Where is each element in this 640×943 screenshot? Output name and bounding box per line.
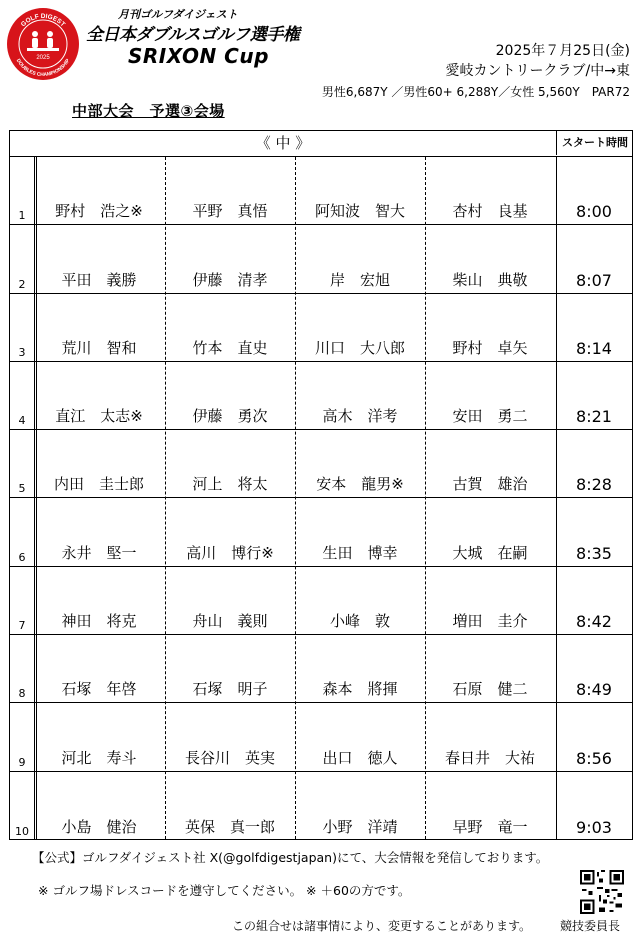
player-name: 森本 將揮	[322, 680, 398, 699]
table-row	[10, 430, 632, 498]
player-name: 柴山 典敬	[452, 270, 528, 289]
player-name: 直江 太志※	[55, 407, 143, 426]
time-header: スタート時間	[556, 131, 633, 155]
player-name: 内田 圭士郎	[53, 475, 144, 494]
player-name: 石塚 明子	[192, 680, 268, 699]
qr-code-icon	[580, 870, 624, 914]
logo-ring-bottom-text: DOUBLES CHAMPIONSHIP	[14, 57, 72, 79]
sponsor-name: SRIXON	[128, 44, 217, 68]
player-name: 高木 洋考	[322, 407, 398, 426]
start-time: 8:56	[576, 748, 612, 768]
championship-title: 全日本ダブルスゴルフ選手権	[86, 25, 300, 45]
player-name: 野村 卓矢	[452, 338, 528, 357]
official-info-note: 【公式】ゴルフダイジェスト社 X(@golfdigestjapan)にて、大会情報を発信しております。	[32, 850, 549, 865]
player-name: 平野 真悟	[192, 202, 268, 221]
group-number: 6	[18, 550, 26, 564]
pairings-table	[9, 130, 633, 840]
group-number: 5	[18, 482, 26, 496]
player-name: 岸 宏旭	[329, 270, 390, 289]
player-name: 野村 浩之※	[55, 202, 143, 221]
start-time: 8:28	[576, 475, 612, 495]
group-number: 7	[18, 619, 26, 633]
start-time: 8:14	[576, 338, 612, 358]
player-name: 河上 将太	[192, 475, 268, 494]
player-name: 小峰 敦	[329, 612, 390, 631]
player-name: 出口 徳人	[322, 748, 398, 767]
group-number: 1	[18, 209, 26, 223]
start-time: 8:07	[576, 270, 612, 290]
player-name: 早野 竜一	[452, 817, 528, 836]
sponsor-cup-title	[128, 44, 269, 68]
player-name: 増田 圭介	[452, 612, 528, 631]
group-number: 10	[15, 824, 29, 838]
player-name: 神田 将克	[61, 612, 137, 631]
player-name: 石塚 年啓	[61, 680, 137, 699]
player-name: 永井 堅一	[61, 543, 137, 562]
player-name: 伊藤 清孝	[192, 270, 268, 289]
group-number: 4	[18, 414, 26, 428]
player-name: 伊藤 勇次	[192, 407, 268, 426]
player-divider	[425, 157, 426, 839]
start-time: 8:21	[576, 407, 612, 427]
player-name: 阿知波 智大	[314, 202, 405, 221]
course-name: 愛岐カントリークラブ/中→東	[445, 63, 630, 79]
player-name: 平田 義勝	[61, 270, 137, 289]
player-divider	[165, 157, 166, 839]
group-number: 3	[18, 345, 26, 359]
logo-ring-top-text: GOLF DIGEST	[19, 12, 67, 29]
player-name: 英保 真一郎	[184, 817, 275, 836]
start-time: 8:42	[576, 612, 612, 632]
time-divider	[556, 157, 557, 839]
player-name: 生田 博幸	[322, 543, 398, 562]
disclaimer-note: この組合せは諸事情により、変更することがあります。	[232, 919, 532, 933]
table-row	[10, 567, 632, 635]
dress-code-note: ※ ゴルフ場ドレスコードを遵守してください。 ※ ＋60の方です。	[38, 883, 411, 898]
cup-label: Cup	[224, 44, 269, 68]
group-number: 9	[18, 755, 26, 769]
event-date: 2025年７月25日(金)	[495, 43, 630, 59]
player-name: 竹本 直史	[192, 338, 268, 357]
start-time: 8:35	[576, 543, 612, 563]
player-name: 高川 博行※	[186, 543, 274, 562]
group-number: 2	[18, 277, 26, 291]
player-name: 川口 大八郎	[314, 338, 405, 357]
magazine-name: 月刊ゴルフダイジェスト	[118, 8, 238, 21]
tournament-logo	[5, 6, 81, 82]
venue-title: 中部大会 予選③会場	[72, 102, 225, 120]
table-row	[10, 294, 632, 362]
player-name: 杏村 良基	[452, 202, 528, 221]
start-time: 8:00	[576, 202, 612, 222]
table-row	[10, 362, 632, 430]
logo-year: 2025	[36, 55, 50, 61]
player-name: 長谷川 英実	[184, 748, 275, 767]
number-divider	[34, 157, 37, 839]
group-number: 8	[18, 687, 26, 701]
player-name: 河北 寿斗	[61, 748, 137, 767]
start-time: 8:49	[576, 680, 612, 700]
committee-label: 競技委員長	[560, 919, 621, 933]
table-row	[10, 499, 632, 567]
player-name: 春日井 大祐	[444, 748, 535, 767]
table-row	[10, 772, 632, 840]
player-name: 小島 健治	[61, 817, 137, 836]
table-header	[10, 131, 632, 157]
player-name: 荒川 智和	[61, 338, 137, 357]
player-name: 古賀 雄治	[452, 475, 528, 494]
table-row	[10, 225, 632, 293]
player-name: 大城 在嗣	[452, 543, 528, 562]
table-row	[10, 157, 632, 225]
player-name: 石原 健二	[452, 680, 528, 699]
player-name: 小野 洋靖	[322, 817, 398, 836]
table-row	[10, 703, 632, 771]
player-name: 舟山 義則	[192, 612, 268, 631]
player-name: 安田 勇二	[452, 407, 528, 426]
yardage-info: 男性6,687Y ／男性60+ 6,288Y／女性 5,560Y PAR72	[321, 85, 630, 99]
table-row	[10, 635, 632, 703]
player-name: 安本 龍男※	[316, 475, 404, 494]
group-header: 《 中 》	[255, 134, 311, 152]
start-time: 9:03	[576, 817, 612, 837]
player-divider	[295, 157, 296, 839]
